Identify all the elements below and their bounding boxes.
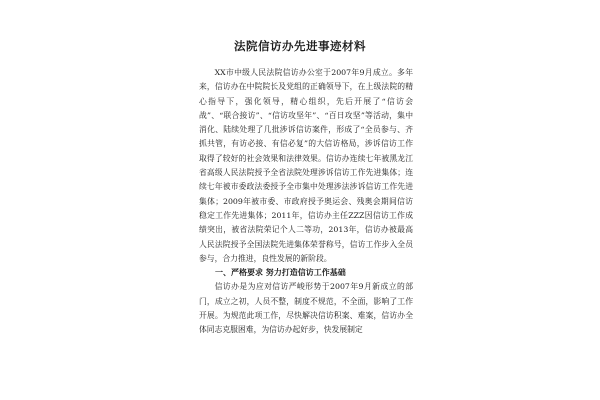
- intro-paragraph: XX市中级人民法院信访办公室于2007年9月成立。多年来，信访办在中院院长及党组的正确领导下，在上级法院的精心指导下，强化领导，精心组织，先后开展了“信访会战”、“联合接访”、“信访攻坚年”、“百日攻坚”等活动，集中消化、陆续处理了几批涉诉信访案件，形成了“全员参与、齐抓共管，有访必接、有信必复”的大信访格局，涉诉信访工作取得了较好的社会效果和法律效果。信访办连续七年被黑龙江省高级人民法院授予全省法院处理涉诉信访工作先进集体；连续七年被市委政法委授予全市集中处理涉法涉诉信访工作先进集体；2009年被市委、市政府授予奥运会、残奥会期间信访稳定工作先进集体；2011年，信访办主任ZZZ因信访工作成绩突出，被省法院荣记个人二等功，2013年，信访办被最高人民法院授予全国法院先进集体荣誉称号，信访工作步入全员参与，合力推进，良性发展的新阶段。: [199, 68, 413, 263]
- document-title: 法院信访办先进事迹材料: [234, 39, 366, 53]
- section-heading: 一、严格要求 努力打造信访工作基础: [215, 268, 346, 278]
- document-body: [199, 66, 413, 338]
- section-paragraph: 信访办是为应对信访严峻形势于2007年9月新成立的部门，成立之初，人员不整，制度不规范，不全面，影响了工作开展。为规范此项工作，尽快解决信访积案、难案，信访办全体同志克服困难，为信访办起好步，快发展制定: [199, 282, 413, 335]
